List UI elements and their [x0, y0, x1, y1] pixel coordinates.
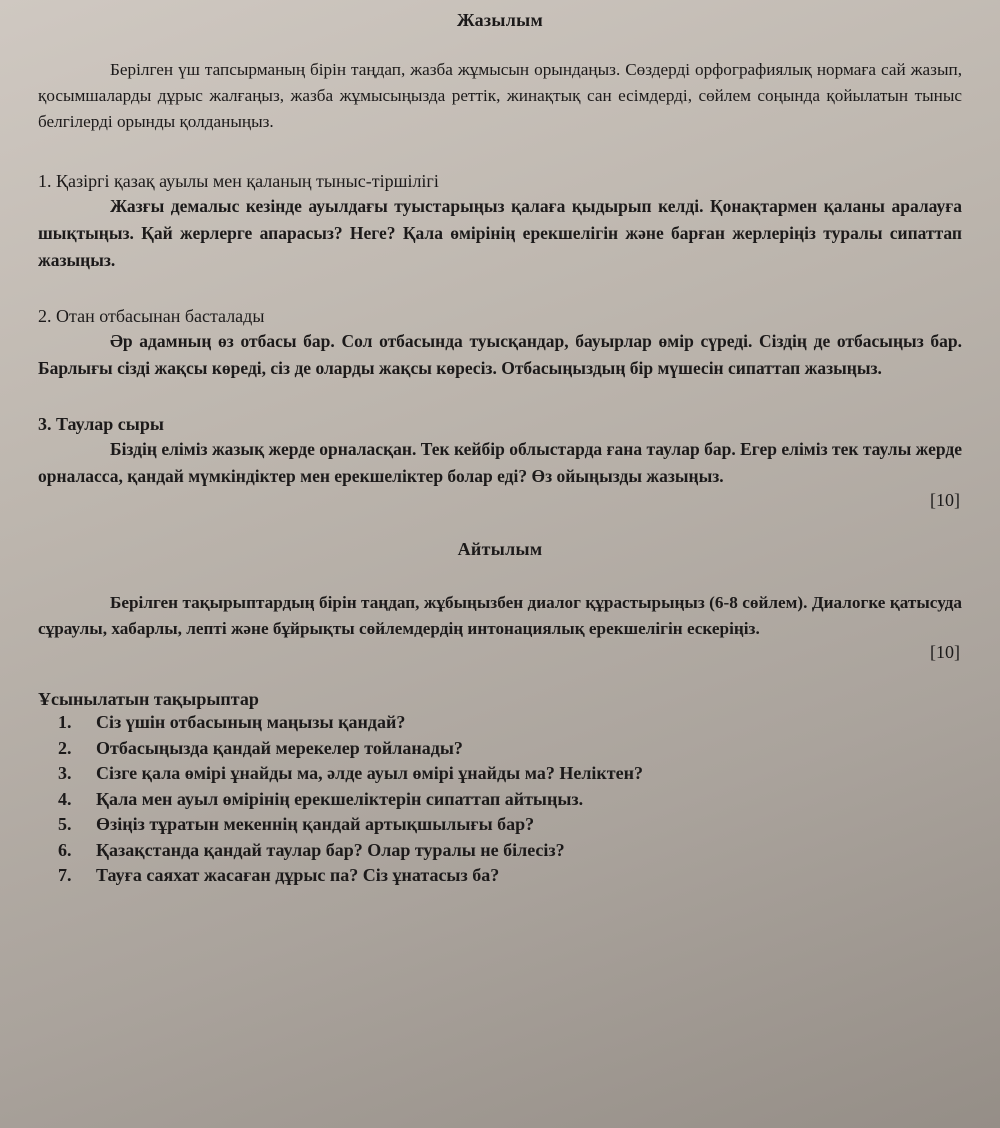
- topic-number: 5.: [58, 814, 72, 834]
- topic-text: Өзіңіз тұратын мекеннің қандай артықшылығы бар?: [96, 814, 535, 834]
- writing-score: [10]: [930, 490, 960, 510]
- topic-text: Сізге қала өмірі ұнайды ма, әлде ауыл өмірі ұнайды ма? Неліктен?: [96, 763, 643, 783]
- topic-number: 7.: [58, 865, 72, 885]
- topic-text: Сіз үшін отбасының маңызы қандай?: [96, 712, 406, 732]
- topic-number: 2.: [58, 737, 72, 758]
- topic-number: 1.: [58, 712, 72, 732]
- task-3-body: Біздің еліміз жазық жерде орналасқан. Тек кейбір облыстарда ғана таулар бар. Егер еліміз тек таулы жерде орналасса, қандай мүмкіндіктер мен ерекшеліктер болар еді? Өз ойыңызды жазыңыз.: [38, 439, 963, 486]
- topic-number: 3.: [58, 763, 72, 783]
- list-item: [58, 761, 962, 787]
- writing-instructions: Берілген үш тапсырманың бірін таңдап, жазба жұмысын орындаңыз. Сөздерді орфографиялық нормаға сай жазып, қосымшаларды дұрыс жалғаңыз, жазба жұмысыңызда реттік, жинақтық сан есімдерді, сөйлем соңында қойылатын тыныс белгілерді орынды қолданыңыз.: [38, 60, 962, 131]
- topic-number: 6.: [58, 839, 72, 860]
- topic-text: Қала мен ауыл өмірінің ерекшеліктерін сипаттап айтыңыз.: [96, 788, 584, 809]
- topics-title: Ұсынылатын тақырыптар: [38, 689, 259, 709]
- list-item: [58, 838, 962, 864]
- topics-list: [38, 710, 962, 889]
- speaking-section-title: Айтылым: [457, 539, 543, 559]
- task-2-body: Әр адамның өз отбасы бар. Сол отбасында туысқандар, бауырлар өмір сүреді. Сіздің де отбасыңыз бар. Барлығы сізді жақсы көреді, сіз де оларды жақсы көресіз. Отбасыңыздың бір мүшесін сипаттап жазыңыз.: [38, 331, 962, 378]
- task-1-heading: 1. Қазіргі қазақ ауылы мен қаланың тыныс-тіршілігі: [38, 171, 439, 191]
- list-item: [58, 863, 962, 889]
- topic-text: Тауға саяхат жасаған дұрыс па? Сіз ұнатасыз ба?: [96, 865, 500, 885]
- list-item: [58, 787, 962, 813]
- task-1-body: Жазғы демалыс кезінде ауылдағы туыстарыңыз қалаға қыдырып келді. Қонақтармен қаланы аралауға шықтыңыз. Қай жерлерге апарасыз? Неге? Қала өмірінің ерекшелігін және барған жерлеріңіз туралы сипаттап жазыңыз.: [38, 196, 962, 270]
- list-item: [58, 736, 962, 762]
- writing-section-title: Жазылым: [456, 10, 544, 30]
- speaking-score: [10]: [930, 642, 960, 662]
- topic-text: Отбасыңызда қандай мерекелер тойланады?: [96, 737, 463, 758]
- list-item: [58, 710, 962, 736]
- speaking-instructions: Берілген тақырыптардың бірін таңдап, жұбыңызбен диалог құрастырыңыз (6-8 сөйлем). Диалогке қатысуда сұраулы, хабарлы, лепті және бұйрықты сөйлемдердің интонациялық ерекшелігін ескеріңіз.: [38, 593, 962, 638]
- topic-text: Қазақстанда қандай таулар бар? Олар туралы не білесіз?: [96, 839, 565, 860]
- list-item: [58, 812, 962, 838]
- topic-number: 4.: [58, 788, 72, 809]
- task-2-heading: 2. Отан отбасынан басталады: [38, 306, 265, 326]
- task-3-heading: 3. Таулар сыры: [38, 414, 164, 434]
